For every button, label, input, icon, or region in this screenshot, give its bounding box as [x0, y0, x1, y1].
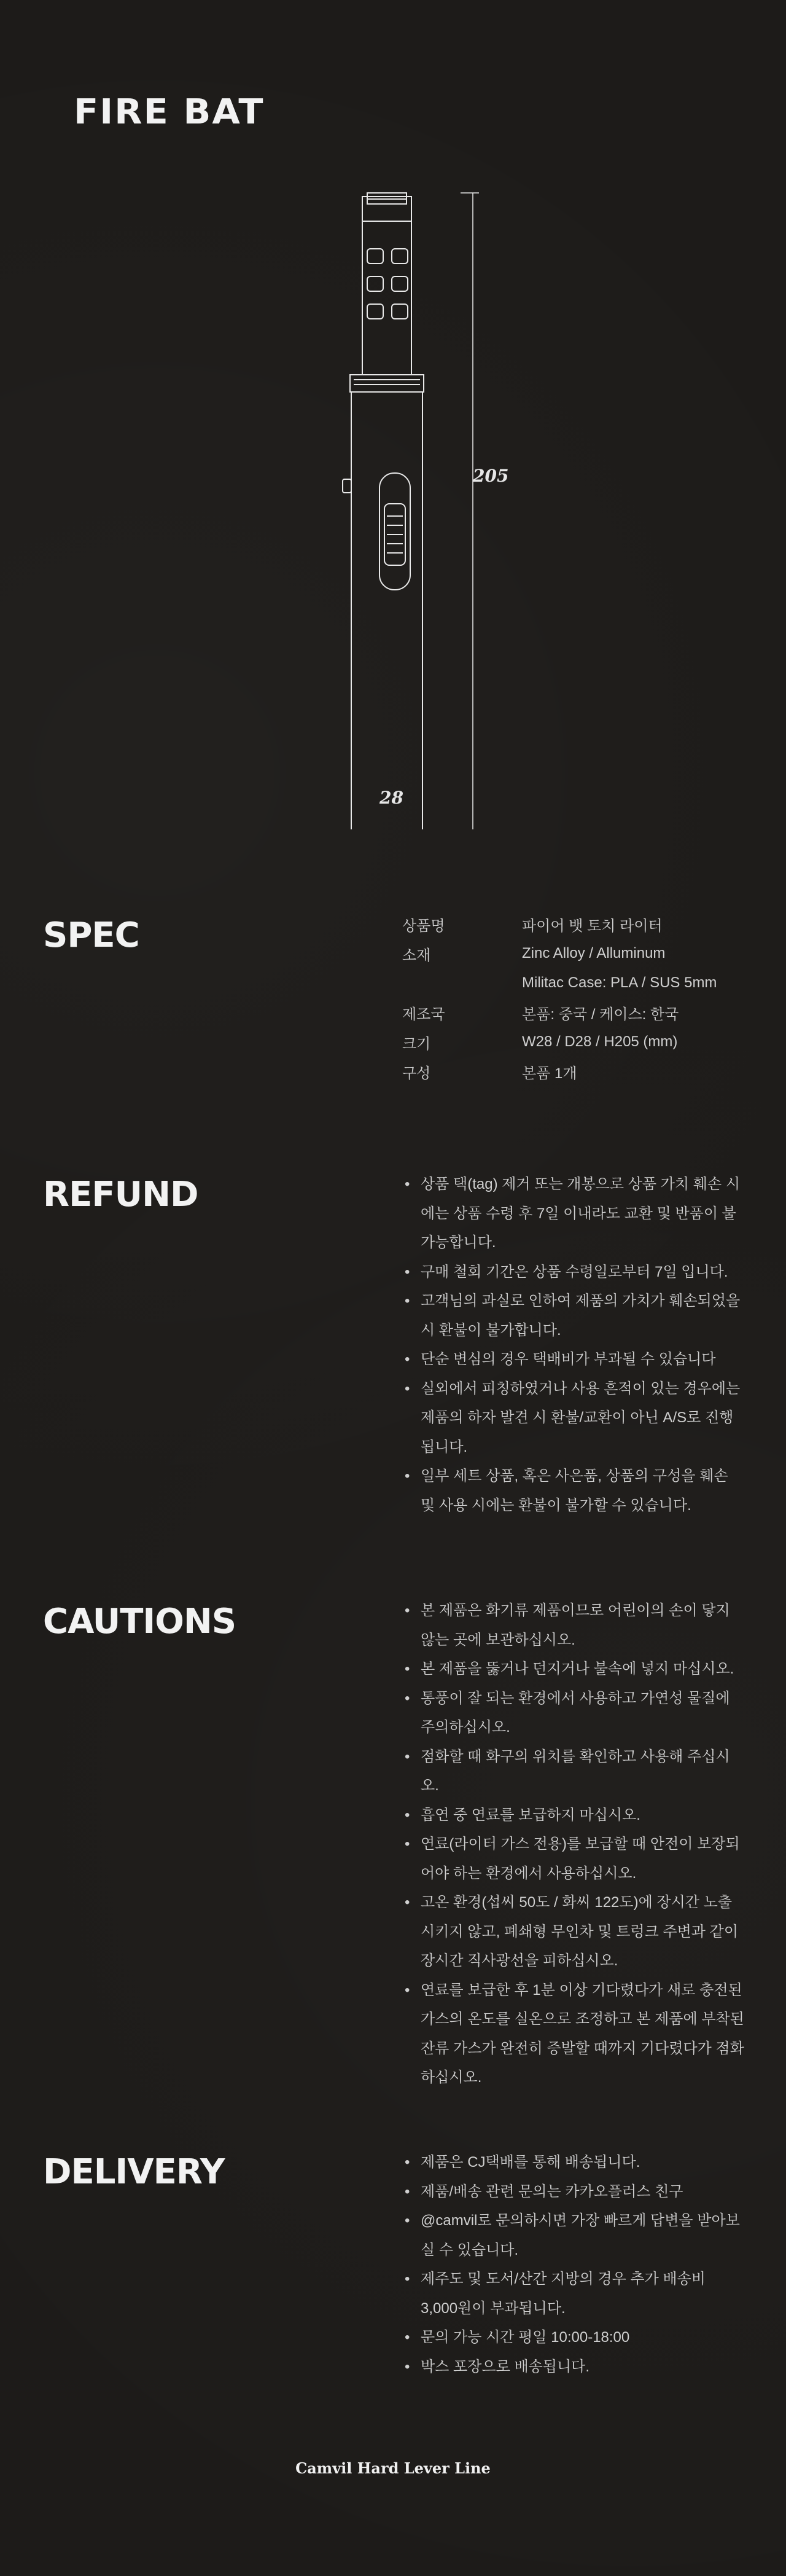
spec-label: 구성: [402, 1065, 431, 1082]
spec-row: [402, 939, 717, 968]
list-item: • @camvil로 문의하시면 가장 빠르게 답변을 받아보실 수 있습니다.: [402, 2206, 746, 2265]
product-title: FIRE BAT: [74, 92, 265, 132]
spec-value: 본품: 중국 / 케이스: 한국: [522, 1006, 679, 1023]
list-item: • 상품 택(tag) 제거 또는 개봉으로 상품 가치 훼손 시에는 상품 수령 후 7일 이내라도 교환 및 반품이 불가능합니다.: [402, 1170, 746, 1258]
delivery-heading: DELIVERY: [43, 2152, 225, 2192]
list-item: • 박스 포장으로 배송됩니다.: [402, 2352, 746, 2382]
list-item: • 점화할 때 화구의 위치를 확인하고 사용해 주십시오.: [402, 1742, 746, 1801]
spec-label: 소재: [402, 947, 431, 964]
spec-value: Militac Case: PLA / SUS 5mm: [522, 974, 717, 991]
lighter-collar: [350, 375, 424, 392]
spec-row: [402, 1057, 717, 1086]
list-item: • 구매 철회 기간은 상품 수령일로부터 7일 입니다.: [402, 1258, 746, 1287]
list-item: • 일부 세트 상품, 혹은 사은품, 상품의 구성을 훼손 및 사용 시에는 환불이 불가할 수 있습니다.: [402, 1462, 746, 1520]
cautions-heading: CAUTIONS: [43, 1602, 236, 1642]
spec-label: 크기: [402, 1035, 431, 1052]
spec-value: W28 / D28 / H205 (mm): [522, 1033, 678, 1050]
cautions-list: [402, 1596, 746, 2093]
refund-heading: REFUND: [43, 1175, 198, 1215]
list-item: • 고온 환경(섭씨 50도 / 화씨 122도)에 장시간 노출시키지 않고, 폐쇄형 무인차 및 트렁크 주변과 같이 장시간 직사광선을 피하십시오.: [402, 1888, 746, 1976]
delivery-list: [402, 2148, 746, 2381]
list-item: • 본 제품은 화기류 제품이므로 어린이의 손이 닿지 않는 곳에 보관하십시오.: [402, 1596, 746, 1654]
list-item: • 흡연 중 연료를 보급하지 마십시오.: [402, 1801, 746, 1830]
list-item: • 문의 가능 시간 평일 10:00-18:00: [402, 2323, 746, 2352]
list-item: • 연료를 보급한 후 1분 이상 기다렸다가 새로 충전된 가스의 온도를 실온으로 조정하고 본 제품에 부착된 잔류 가스가 완전히 증발할 때까지 기다렸다가 점화하십시오.: [402, 1976, 746, 2093]
spec-heading: SPEC: [43, 915, 139, 955]
product-drawing: [295, 184, 516, 829]
list-item: • 통풍이 잘 되는 환경에서 사용하고 가연성 물질에 주의하십시오.: [402, 1684, 746, 1742]
footer-tagline: Camvil Hard Lever Line: [295, 2459, 491, 2477]
list-item: • 제품/배송 관련 문의는 카카오플러스 친구: [402, 2177, 746, 2207]
spec-label: 제조국: [402, 1006, 445, 1023]
spec-value: 파이어 뱃 토치 라이터: [522, 917, 663, 934]
spec-row: [402, 1027, 717, 1057]
spec-row: [402, 968, 717, 998]
list-item: • 제품은 CJ택배를 통해 배송됩니다.: [402, 2148, 746, 2177]
list-item: • 연료(라이터 가스 전용)를 보급할 때 안전이 보장되어야 하는 환경에서 사용하십시오.: [402, 1830, 746, 1888]
list-item: • 본 제품을 뚫거나 던지거나 불속에 넣지 마십시오.: [402, 1654, 746, 1684]
spec-label: 상품명: [402, 917, 445, 934]
refund-list: [402, 1170, 746, 1520]
list-item: • 제주도 및 도서/산간 지방의 경우 추가 배송비 3,000원이 부과됩니다.: [402, 2265, 746, 2323]
spec-row: [402, 909, 717, 939]
spec-value: Zinc Alloy / Alluminum: [522, 945, 666, 961]
spec-row: [402, 998, 717, 1027]
lighter-body: [351, 392, 422, 829]
list-item: • 단순 변심의 경우 택배비가 부과될 수 있습니다: [402, 1345, 746, 1374]
list-item: • 고객님의 과실로 인하여 제품의 가치가 훼손되었을 시 환불이 불가합니다.: [402, 1286, 746, 1345]
spec-value: 본품 1개: [522, 1065, 577, 1082]
lighter-head: [362, 197, 411, 375]
height-label: 205: [473, 466, 509, 486]
spec-table: [402, 909, 717, 1086]
width-label: 28: [379, 788, 403, 808]
list-item: • 실외에서 피칭하였거나 사용 흔적이 있는 경우에는 제품의 하자 발견 시 환불/교환이 아닌 A/S로 진행됩니다.: [402, 1374, 746, 1462]
